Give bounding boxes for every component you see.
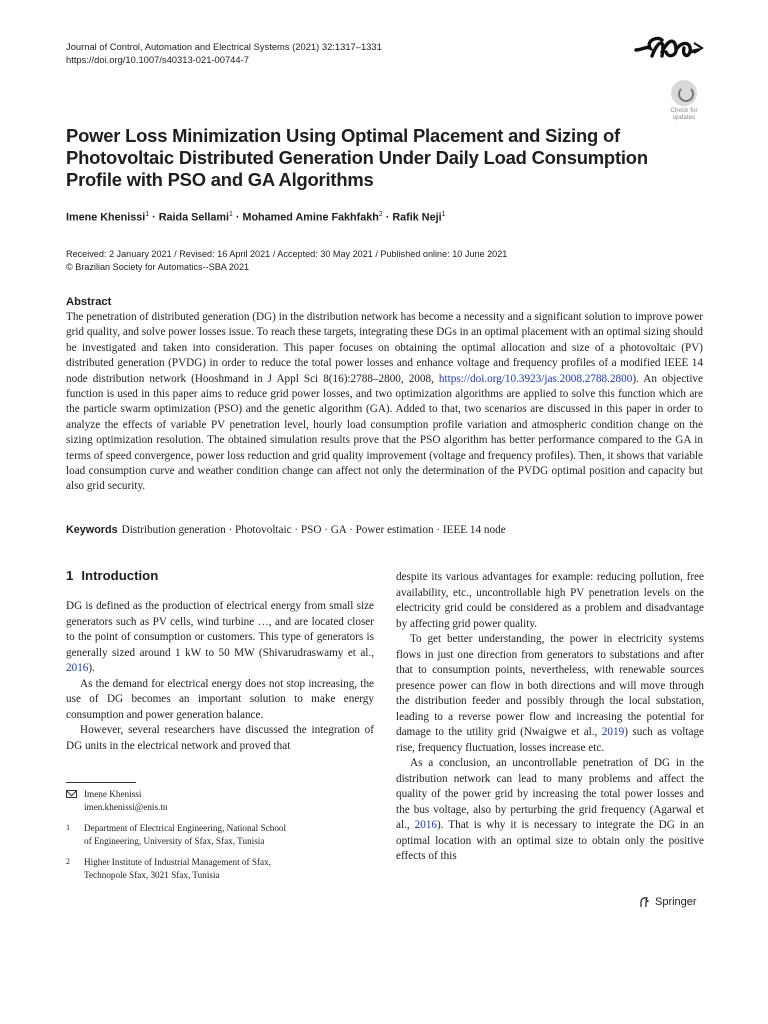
author-list: [66, 211, 445, 224]
copyright-line: © Brazilian Society for Automatics--SBA 2021: [66, 262, 250, 272]
body-column-left: [66, 599, 374, 754]
affiliation-line: Higher Institute of Industrial Management of Sfax,: [84, 857, 272, 867]
paragraph: [396, 632, 704, 756]
author-affiliation-mark: 1: [441, 211, 446, 218]
section-title: Introduction: [81, 568, 159, 583]
section-heading: [66, 568, 158, 583]
citation-link[interactable]: 2016: [414, 819, 437, 831]
doi-link[interactable]: https://doi.org/10.1007/s40313-021-00744-7: [66, 54, 249, 65]
footnotes: [66, 788, 366, 890]
author-affiliation-mark: 2: [378, 211, 383, 218]
affiliation-footnote: [66, 856, 366, 881]
section-number: 1: [66, 568, 74, 583]
envelope-icon: [66, 790, 77, 798]
date-line: Received: 2 January 2021 / Revised: 16 April 2021 / Accepted: 30 May 2021 / Published online: 10 June 2021: [66, 249, 508, 259]
paragraph: However, several researchers have discussed the integration of DG units in the electrical network and proved that: [66, 724, 374, 752]
check-updates-label: Check for updates: [670, 107, 698, 121]
citation-link[interactable]: 2016: [66, 662, 89, 674]
paragraph-text: ) such as voltage rise, frequency fluctuation, losses increase etc.: [396, 726, 705, 754]
author-affiliation-mark: 1: [228, 211, 233, 218]
paragraph: despite its various advantages for example: reducing pollution, free availability, etc., uncontrollable high PV penetration levels on the electricity grid could be considered as a problem and disadvantage by affecting grid power quality.: [396, 571, 704, 630]
abstract-text: The penetration of distributed generation (DG) in the distribution network has become a necessity and a significant solution to improve power grid quality, and solve power losses issue. To reach these targets, integrating these DGs in an optimal placement with an optimal sizing should be investigated and taken into consideration. This paper focuses on obtaining the optimal allocation and size of a photovoltaic (PV) distributed generation (PVDG) in order to reduce the total power losses and enhance voltage and frequency profiles of a modified IEEE 14 node distribution network (Hooshmand in J Appl Sci 8(16):2788–2800, 2008,: [66, 311, 703, 385]
affiliation-mark: 2: [66, 857, 70, 866]
abstract-heading: Abstract: [66, 296, 112, 308]
body-column-right: [396, 570, 704, 865]
footnote-divider: [66, 782, 136, 783]
author-name[interactable]: Raida Sellami: [158, 211, 229, 224]
abstract-text: ). An objective function is used in this paper aims to reduce grid power losses, and two optimization algorithms are applied to solve this function which are the particle swarm optimization (PSO) and the genetic algorithm (GA). Added to that, two scenarios are discussed in this paper in order to analyze the effects of variable PV penetration level, hourly load consumption profile variation and atmospheric condition change on the sizing optimization resolution. The obtained simulation results prove that the PSO algorithm has better performance compared to the GA in terms of speed convergence, power loss reduction and grid quality improvement (voltage and frequency profiles). Then, it shows that variable load consumption curve and weather condition change can affect not only the determination of the PVDG optimal position and capacity but also grid security.: [66, 372, 703, 493]
author-name[interactable]: Rafik Neji: [392, 211, 442, 224]
paragraph-text: ).: [88, 662, 95, 674]
author-separator: ·: [385, 211, 390, 224]
author-affiliation-mark: 1: [145, 211, 150, 218]
keywords-heading: Keywords: [66, 524, 118, 536]
journal-citation: Journal of Control, Automation and Electrical Systems (2021) 32:1317–1331: [66, 41, 382, 52]
contact-footnote: [66, 788, 366, 813]
paragraph: [396, 756, 704, 865]
paragraph-text: ). That is why it is necessary to integrate the DG in an optimal location with an optimal size to obtain only the positive effects of this: [396, 819, 705, 862]
paragraph-text: As a conclusion, an uncontrollable penetration of DG in the distribution network can lead to many problems and affect the quality of the power grid by increasing the total power losses and the bus voltage, also by perturbing the grid frequency (Agarwal et al.,: [396, 757, 704, 831]
author-name[interactable]: Imene Khenissi: [66, 211, 146, 224]
sba-logo: [632, 26, 706, 66]
publication-history: [66, 248, 507, 274]
check-updates-icon: [671, 80, 697, 106]
author-separator: ·: [152, 211, 156, 224]
keywords: [66, 524, 706, 536]
author-name[interactable]: Mohamed Amine Fakhfakh: [242, 211, 379, 224]
paragraph: [66, 599, 374, 677]
abstract-doi-link[interactable]: https://doi.org/10.3923/jas.2008.2788.2800: [438, 372, 633, 385]
affiliation-line: Department of Electrical Engineering, National School: [84, 823, 287, 833]
publisher-name: Springer: [655, 896, 697, 908]
contact-email[interactable]: imen.khenissi@enis.tn: [84, 801, 168, 812]
journal-header: [66, 40, 382, 66]
paragraph: As the demand for electrical energy does not stop increasing, the use of DG becomes an important solution to make energy consumption and power generation balance.: [66, 677, 374, 721]
contact-name: Imene Khenissi: [84, 789, 142, 799]
paragraph-text: To get better understanding, the power in electricity systems flows in just one direction from generators to substations and after that to consumption points, nevertheless, with renewable sources presence power can flow in both directions and will move through the distribution feeder and possibly through the local substation, leading to a reverse power flow and increasing the potential for damage to the utility grid (Nwaigwe et al.,: [396, 633, 704, 738]
citation-link[interactable]: 2019: [601, 726, 625, 738]
check-for-updates-badge[interactable]: [664, 80, 704, 121]
affiliation-line: of Engineering, University of Sfax, Sfax, Tunisia: [84, 835, 265, 846]
author-separator: ·: [235, 211, 240, 224]
keywords-list: Distribution generation · Photovoltaic · PSO · GA · Power estimation · IEEE 14 node: [121, 524, 506, 536]
abstract-body: [66, 310, 703, 495]
affiliation-footnote: [66, 822, 366, 847]
publisher-mark: [638, 896, 697, 908]
affiliation-line: Technopole Sfax, 3021 Sfax, Tunisia: [84, 869, 220, 880]
springer-horse-icon: [638, 896, 650, 908]
paragraph-text: DG is defined as the production of electrical energy from small size generators such as PV cells, wind turbine …, and are located closer to the point of consumption or customers. This type of generators is generally sized around 1 kW to 50 MW (Shivarudraswamy et al.,: [66, 600, 374, 659]
affiliation-mark: 1: [66, 823, 70, 832]
paper-title: Power Loss Minimization Using Optimal Placement and Sizing of Photovoltaic Distributed Generation Under Daily Load Consumption Profile with PSO and GA Algorithms: [66, 125, 648, 190]
